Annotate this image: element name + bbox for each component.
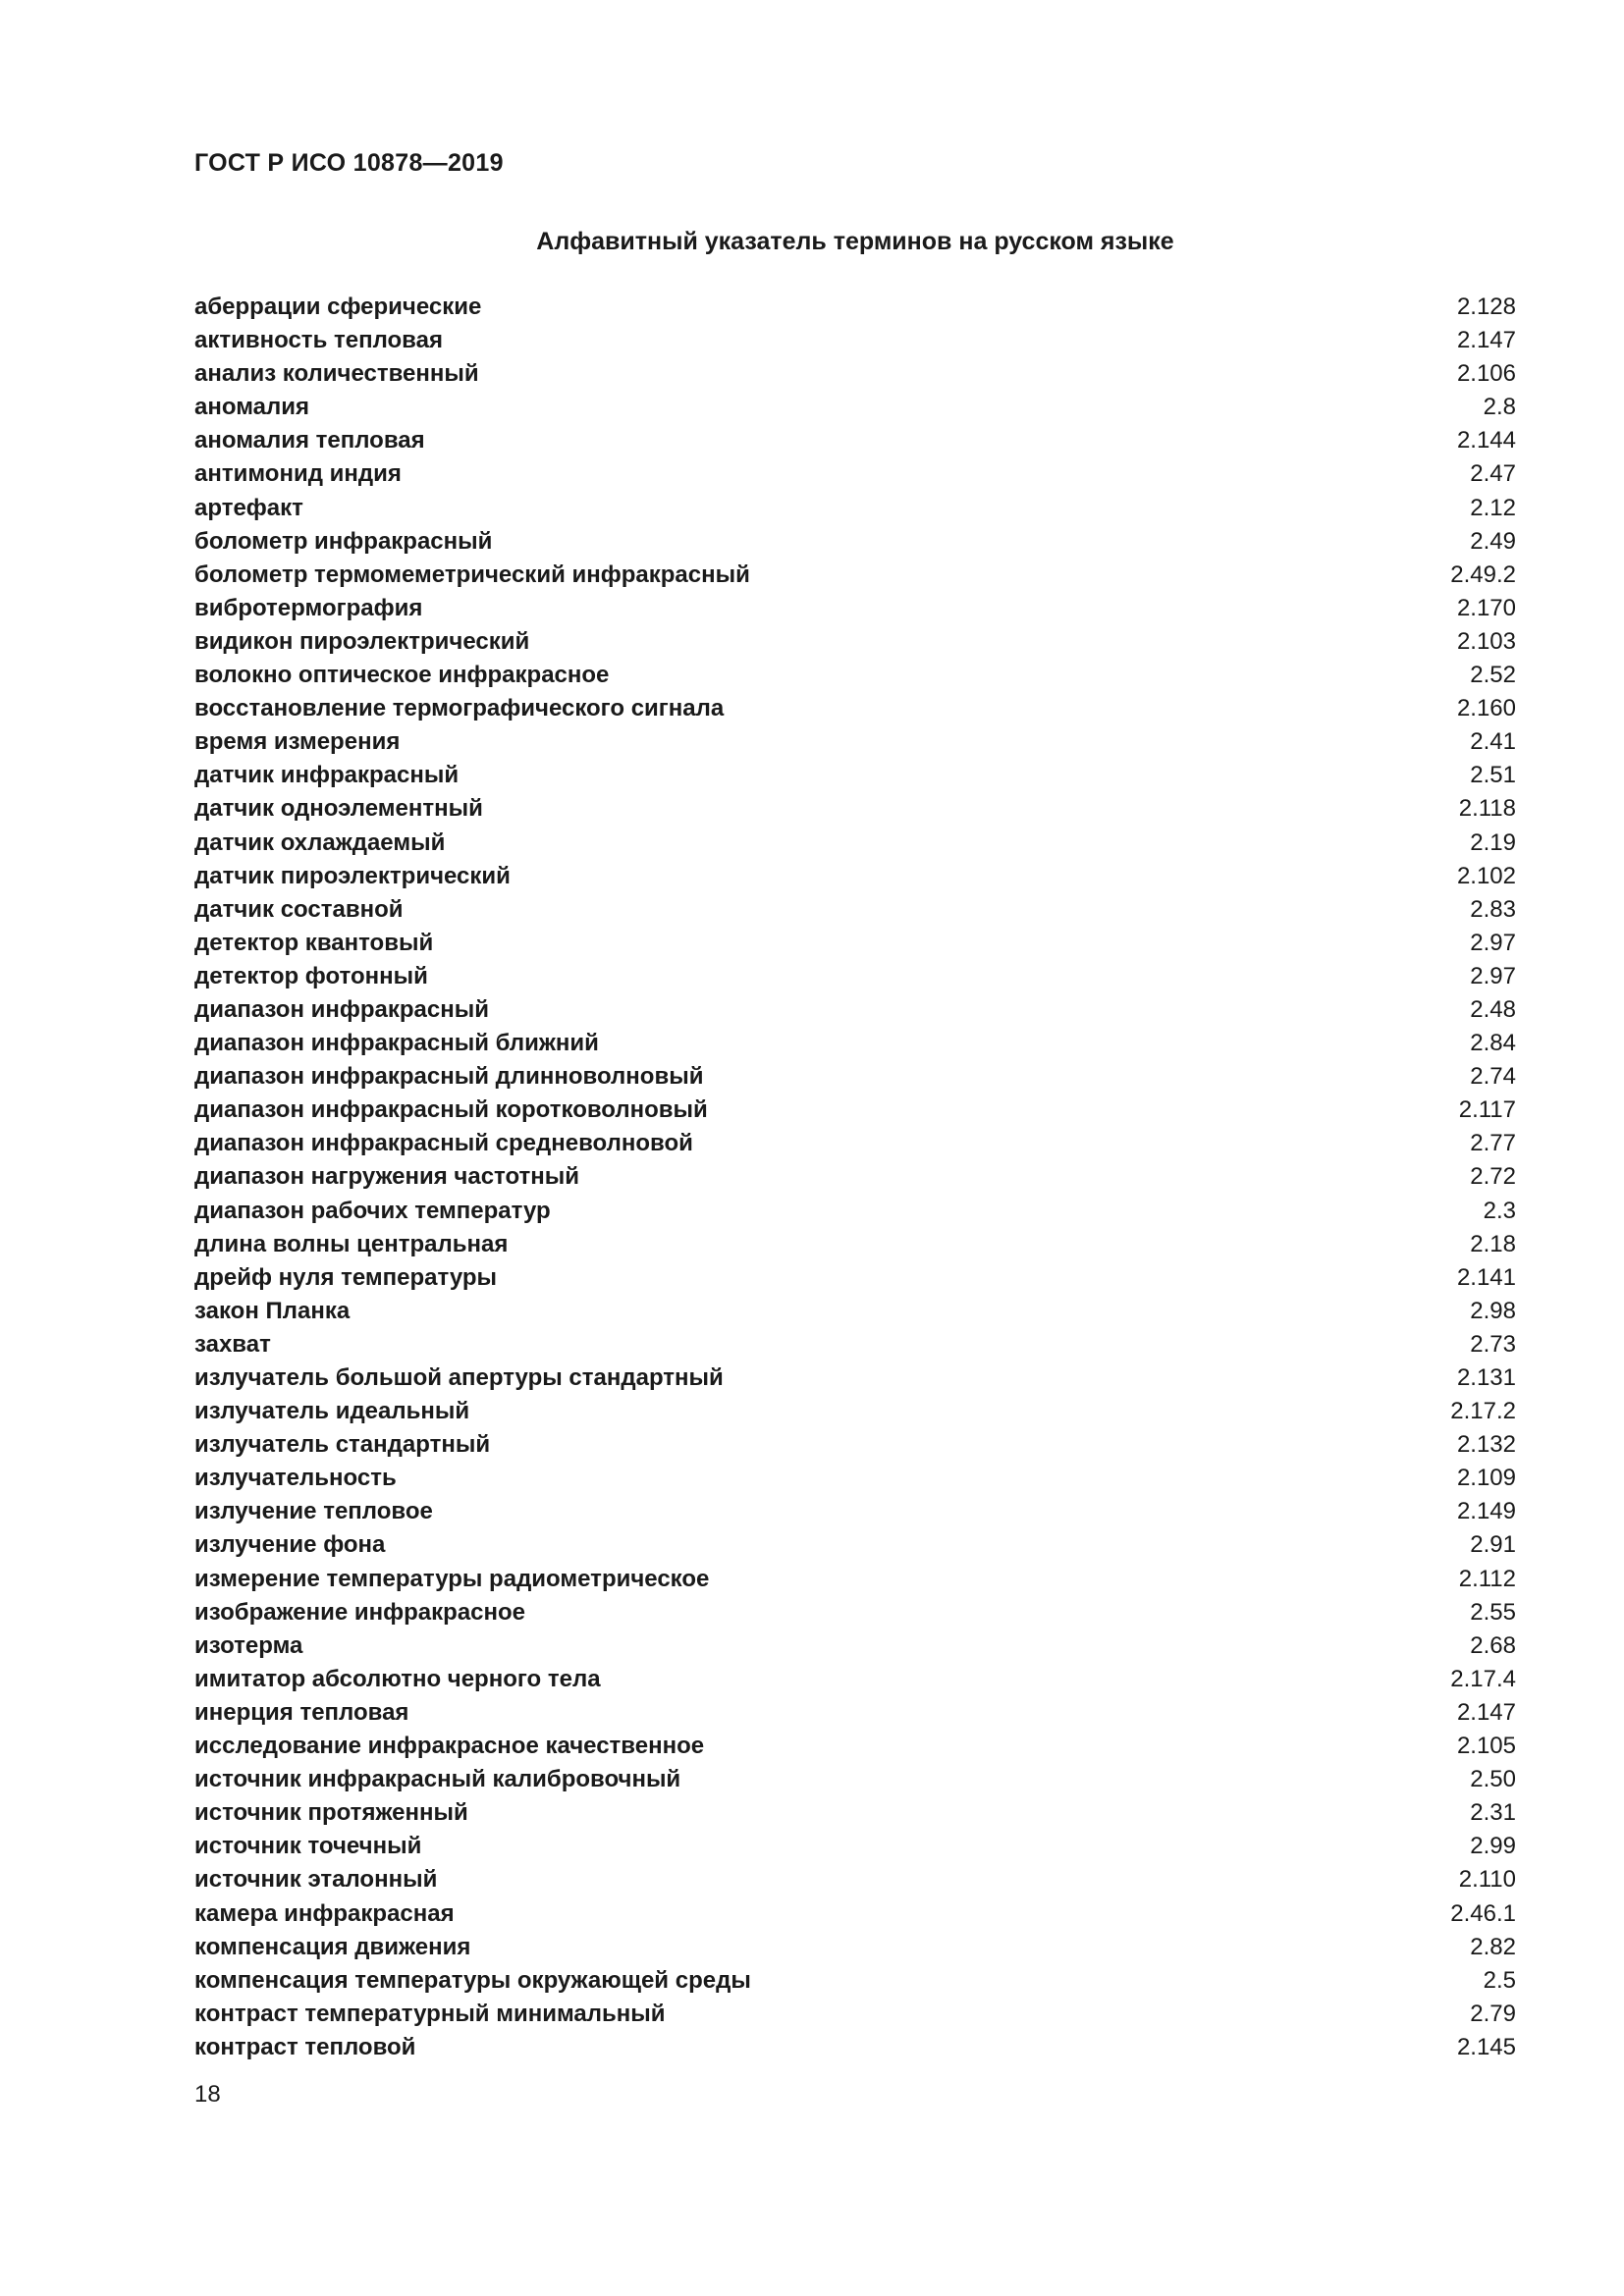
index-entry-term: диапазон рабочих температур: [194, 1197, 551, 1224]
index-entry-reference: 2.147: [1456, 1698, 1516, 1726]
index-entry-reference: 2.97: [1470, 929, 1516, 956]
index-entry-reference: 2.106: [1456, 360, 1516, 388]
index-entry-term: датчик пироэлектрический: [194, 862, 511, 889]
index-entry-reference: 2.91: [1470, 1531, 1516, 1559]
index-entry: [194, 1596, 1516, 1629]
index-entry: [194, 1328, 1516, 1362]
index-entry: [194, 1462, 1516, 1495]
index-entry-term: диапазон инфракрасный длинноволновый: [194, 1063, 704, 1091]
index-entry-reference: 2.48: [1470, 995, 1516, 1023]
index-entry: [194, 1127, 1516, 1160]
index-entry-reference: 2.99: [1470, 1833, 1516, 1860]
index-entry: [194, 1563, 1516, 1596]
index-entry-reference: 2.145: [1456, 2033, 1516, 2060]
index-entry: [194, 1629, 1516, 1663]
index-entry-reference: 2.103: [1456, 627, 1516, 655]
index-entry: [194, 1998, 1516, 2031]
index-entry-reference: 2.19: [1470, 828, 1516, 856]
document-code-header: ГОСТ Р ИСО 10878—2019: [194, 149, 504, 177]
index-entry: [194, 1730, 1516, 1763]
index-entry-reference: 2.160: [1456, 695, 1516, 722]
index-entry-reference: 2.49.2: [1450, 561, 1516, 588]
index-entry-reference: 2.97: [1470, 962, 1516, 989]
index-entry-reference: 2.117: [1458, 1096, 1516, 1124]
index-entry-reference: 2.82: [1470, 1933, 1516, 1960]
index-entry-reference: 2.83: [1470, 895, 1516, 923]
index-entry-term: излучатель стандартный: [194, 1431, 491, 1459]
index-entry-term: время измерения: [194, 728, 401, 756]
index-entry-reference: 2.51: [1470, 762, 1516, 789]
index-entry-reference: 2.72: [1470, 1163, 1516, 1191]
index-entry: [194, 625, 1516, 659]
index-entry-term: излучение тепловое: [194, 1498, 433, 1525]
index-entry: [194, 457, 1516, 491]
index-entry-reference: 2.132: [1456, 1431, 1516, 1459]
index-entry: [194, 1261, 1516, 1295]
index-entry-term: анализ количественный: [194, 360, 479, 388]
index-entry-reference: 2.5: [1483, 1966, 1516, 1994]
index-entry: [194, 1528, 1516, 1562]
index-entry-reference: 2.77: [1470, 1130, 1516, 1157]
index-entry: [194, 1964, 1516, 1998]
index-entry-reference: 2.47: [1470, 460, 1516, 488]
index-entry: [194, 1428, 1516, 1462]
index-entry-reference: 2.41: [1470, 728, 1516, 756]
index-entry: [194, 592, 1516, 625]
index-entry-term: волокно оптическое инфракрасное: [194, 662, 610, 689]
index-entry-reference: 2.84: [1470, 1030, 1516, 1057]
index-entry-term: болометр термомеметрический инфракрасный: [194, 561, 750, 588]
index-entry-term: компенсация температуры окружающей среды: [194, 1966, 751, 1994]
index-entry-term: длина волны центральная: [194, 1230, 509, 1257]
index-entry-term: датчик охлаждаемый: [194, 828, 446, 856]
index-entry-term: видикон пироэлектрический: [194, 627, 530, 655]
index-entry: [194, 1495, 1516, 1528]
index-entry-term: диапазон инфракрасный средневолновой: [194, 1130, 693, 1157]
index-entry-term: исследование инфракрасное качественное: [194, 1733, 705, 1760]
index-entry-term: излучатель большой апертуры стандартный: [194, 1364, 724, 1391]
index-entry: [194, 1830, 1516, 1863]
index-entry-reference: 2.52: [1470, 662, 1516, 689]
index-entry: [194, 1362, 1516, 1395]
index-entry-term: детектор фотонный: [194, 962, 428, 989]
index-entry-reference: 2.170: [1456, 594, 1516, 621]
index-entry-reference: 2.17.2: [1450, 1398, 1516, 1425]
index-entry-reference: 2.8: [1483, 394, 1516, 421]
index-entry-reference: 2.110: [1458, 1866, 1516, 1894]
index-entry: [194, 391, 1516, 424]
index-entry-term: имитатор абсолютно черного тела: [194, 1665, 601, 1692]
index-entry-reference: 2.12: [1470, 494, 1516, 521]
index-entry: [194, 1295, 1516, 1328]
index-entry-term: закон Планка: [194, 1297, 351, 1324]
index-entry-term: вибротермография: [194, 594, 423, 621]
index-entry-term: камера инфракрасная: [194, 1899, 455, 1927]
index-entry-term: захват: [194, 1330, 271, 1358]
index-entry-term: датчик инфракрасный: [194, 762, 460, 789]
index-entry-term: инерция тепловая: [194, 1698, 409, 1726]
index-entry-term: источник точечный: [194, 1833, 422, 1860]
index-entry: [194, 1027, 1516, 1060]
index-entry-term: источник протяженный: [194, 1799, 468, 1827]
index-entry-reference: 2.112: [1458, 1565, 1516, 1592]
index-entry-term: аномалия: [194, 394, 309, 421]
index-entry: [194, 1663, 1516, 1696]
index-entry-term: излучатель идеальный: [194, 1398, 470, 1425]
index-entry-term: детектор квантовый: [194, 929, 434, 956]
index-entry-term: активность тепловая: [194, 327, 443, 354]
index-entry-term: изотерма: [194, 1631, 303, 1659]
index-entry-reference: 2.128: [1456, 294, 1516, 320]
index-entry: [194, 1931, 1516, 1964]
index-entry: [194, 1863, 1516, 1896]
index-entry-reference: 2.105: [1456, 1733, 1516, 1760]
index-entry: [194, 1897, 1516, 1931]
index-entry-term: болометр инфракрасный: [194, 527, 493, 555]
index-entry-reference: 2.46.1: [1450, 1899, 1516, 1927]
index-entry: [194, 291, 1516, 324]
index-entry: [194, 792, 1516, 826]
index-entry-reference: 2.144: [1456, 427, 1516, 454]
index-entry-term: датчик составной: [194, 895, 404, 923]
page-number: 18: [194, 2081, 221, 2108]
index-entry: [194, 1796, 1516, 1830]
index-entry: [194, 1228, 1516, 1261]
index-entry-reference: 2.109: [1456, 1465, 1516, 1492]
index-entry: [194, 927, 1516, 960]
index-entry: [194, 960, 1516, 993]
index-entry-term: контраст тепловой: [194, 2033, 416, 2060]
index-entry-reference: 2.50: [1470, 1766, 1516, 1793]
index-entry-reference: 2.49: [1470, 527, 1516, 555]
index-entry-reference: 2.102: [1456, 862, 1516, 889]
index-entry-term: изображение инфракрасное: [194, 1598, 526, 1626]
index-entry: [194, 1763, 1516, 1796]
index-entry-reference: 2.131: [1456, 1364, 1516, 1391]
index-entry: [194, 1195, 1516, 1228]
index-entry: [194, 424, 1516, 457]
index-entry-reference: 2.18: [1470, 1230, 1516, 1257]
index-entry-term: датчик одноэлементный: [194, 795, 483, 823]
index-entry-reference: 2.98: [1470, 1297, 1516, 1324]
index-entry: [194, 860, 1516, 893]
index-entry-reference: 2.55: [1470, 1598, 1516, 1626]
index-entry: [194, 725, 1516, 759]
index-entry-reference: 2.73: [1470, 1330, 1516, 1358]
index-entry: [194, 1094, 1516, 1127]
index-entry-term: диапазон инфракрасный ближний: [194, 1030, 599, 1057]
index-entry-reference: 2.79: [1470, 2000, 1516, 2027]
index-entry-reference: 2.31: [1470, 1799, 1516, 1827]
index-entry-reference: 2.141: [1456, 1263, 1516, 1291]
index-entry: [194, 324, 1516, 357]
index-entry-reference: 2.149: [1456, 1498, 1516, 1525]
index-entry-reference: 2.68: [1470, 1631, 1516, 1659]
index-entry-term: аномалия тепловая: [194, 427, 425, 454]
index-entry-term: диапазон инфракрасный коротковолновый: [194, 1096, 708, 1124]
index-entry-term: измерение температуры радиометрическое: [194, 1565, 710, 1592]
index-entry-reference: 2.17.4: [1450, 1665, 1516, 1692]
index-entry-term: источник инфракрасный калибровочный: [194, 1766, 681, 1793]
index-entry: [194, 357, 1516, 391]
index-entry: [194, 993, 1516, 1027]
index-entry-term: антимонид индия: [194, 460, 402, 488]
index-entry-term: контраст температурный минимальный: [194, 2000, 666, 2027]
index-entry: [194, 659, 1516, 692]
index-entry: [194, 525, 1516, 559]
index-entry: [194, 1160, 1516, 1194]
index-entry-term: излучательность: [194, 1465, 397, 1492]
index-entry-term: компенсация движения: [194, 1933, 471, 1960]
index-entry: [194, 893, 1516, 927]
index-entry-term: дрейф нуля температуры: [194, 1263, 498, 1291]
index-entry: [194, 2031, 1516, 2064]
index-entry-reference: 2.74: [1470, 1063, 1516, 1091]
index-entry: [194, 492, 1516, 525]
index-entry-term: восстановление термографического сигнала: [194, 695, 725, 722]
index-title: Алфавитный указатель терминов на русском языке: [536, 228, 1174, 255]
index-entry-reference: 2.147: [1456, 327, 1516, 354]
term-index-list: [194, 291, 1516, 2064]
index-entry: [194, 1696, 1516, 1730]
index-entry-term: диапазон инфракрасный: [194, 995, 489, 1023]
index-entry: [194, 827, 1516, 860]
index-entry-term: излучение фона: [194, 1531, 386, 1559]
index-entry-term: аберрации сферические: [194, 294, 482, 320]
index-entry-term: источник эталонный: [194, 1866, 438, 1894]
index-entry: [194, 1060, 1516, 1094]
index-entry: [194, 1395, 1516, 1428]
index-entry: [194, 559, 1516, 592]
index-entry: [194, 759, 1516, 792]
index-entry-term: артефакт: [194, 494, 303, 521]
index-entry: [194, 692, 1516, 725]
index-entry-reference: 2.3: [1483, 1197, 1516, 1224]
index-entry-term: диапазон нагружения частотный: [194, 1163, 580, 1191]
index-entry-reference: 2.118: [1458, 795, 1516, 823]
